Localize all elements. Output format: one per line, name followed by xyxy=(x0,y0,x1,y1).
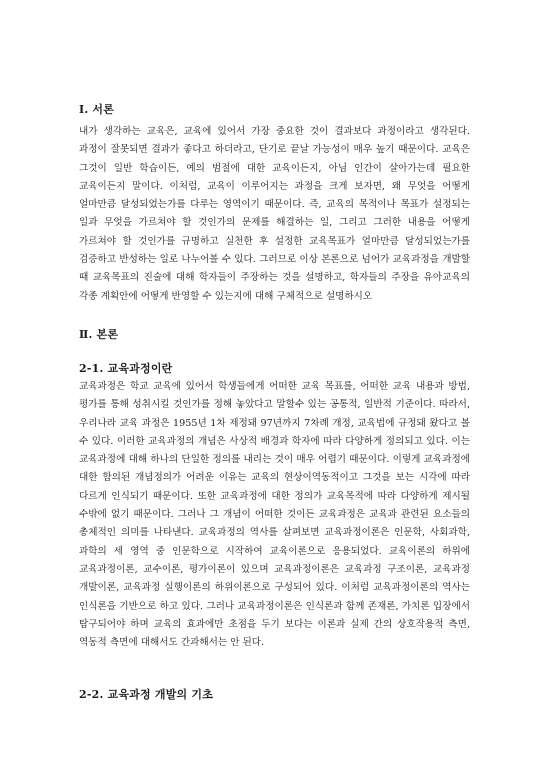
section-heading-main-body: Ⅱ. 본론 xyxy=(79,328,119,341)
subsection-2-1-paragraph: 교육과정은 학교 교육에 있어서 학생들에게 어떠한 교육 목표를, 어떠한 교육 내용과 방법, 평가를 통해 성취시킬 것인가를 정해 놓았다고 말할수 있는 공통적, 일반적 기준이다. 따라서, 우리나라 교육 과정은 1955년 1차 제정돼 97년까지 7차례 개정, 교육법에 규정돼 왔다고 볼 수 있다. 이러한 교육과정의 개념은 사상적 배경과 학자에 따라 다양하게 정의되고 있다. 이는 교육과정에 대해 하나의 단일한 정의를 내리는 것이 매우 어렵기 때문이다. 이렇게 교육과정에 대한 합의된 개념정의가 어려운 이유는 교육의 현상이역동적이고 그것을 보는 시각에 따라 다르게 인식되기 때문이다. 또한 교육과정에 대한 정의가 교육목적에 따라 다양하게 제시될 수밖에 없기 때문이다. 그러나 그 개념이 어떠한 것이든 교육과정은 교육과 관련된 요소들의 총체적인 의미를 나타낸다. 교육과정의 역사를 살펴보면 교육과정이론은 인문학, 사회과학, 과학의 세 영역 중 인문학으로 시작하여 교육이론으로 응용되었다. 교육이론의 하위에 교육과정이론, 교수이론, 평가이론이 있으며 교육과정이론은 교육과정 구조이론, 교육과정 개발이론, 교육과정 실행이론의 하위이론으로 구성되어 있다. 이처럼 교육과정이론의 역사는 인식론을 기반으로 하고 있다. 그러나 교육과정이론은 인식론과 함께 존재론, 가치론 입장에서 탐구되어야 하며 교육의 효과에만 초점을 두기 보다는 이론과 실제 간의 상호작용적 측면, 역동적 측면에 대해서도 간과해서는 안 된다. xyxy=(79,381,470,649)
subsection-heading-2-2: 2-2. 교육과정 개발의 기초 xyxy=(79,688,214,701)
section-heading-introduction: Ⅰ. 서론 xyxy=(79,103,115,116)
subsection-heading-2-1: 2-1. 교육과정이란 xyxy=(79,362,173,375)
introduction-paragraph: 내가 생각하는 교육은, 교육에 있어서 가장 중요한 것이 결과보다 과정이라고 생각된다. 과정이 잘못되면 결과가 좋다고 하더라고, 단기로 끝날 가능성이 매우 높기 때문이다. 교육은 그것이 일반 학습이든, 예의 범절에 대한 교육이든지, 아님 인간이 살아가는데 필요한 교육이든지 말이다. 이처럼, 교육이 이루어지는 과정을 크게 보자면, 왜 무엇을 어떻게 얼마만큼 달성되었는가를 다루는 영역이기 때문이다. 즉, 교육의 목적이나 목표가 설정되는 일과 무엇을 가르쳐야 할 것인가의 문제를 해결하는 일, 그리고 그러한 내용을 어떻게 가르쳐야 할 것인가를 규명하고 실천한 후 설정한 교육목표가 얼마만큼 달성되었는가를 검증하고 반성하는 일로 나누어볼 수 있다. 그러므로 이상 본론으로 넘어가 교육과정을 개발할 때 교육목표의 진술에 대해 학자들이 주장하는 것을 설명하고, 학자들의 주장을 유아교육의 각종 계획안에 어떻게 반영할 수 있는지에 대해 구체적으로 설명하시오 xyxy=(79,126,470,302)
